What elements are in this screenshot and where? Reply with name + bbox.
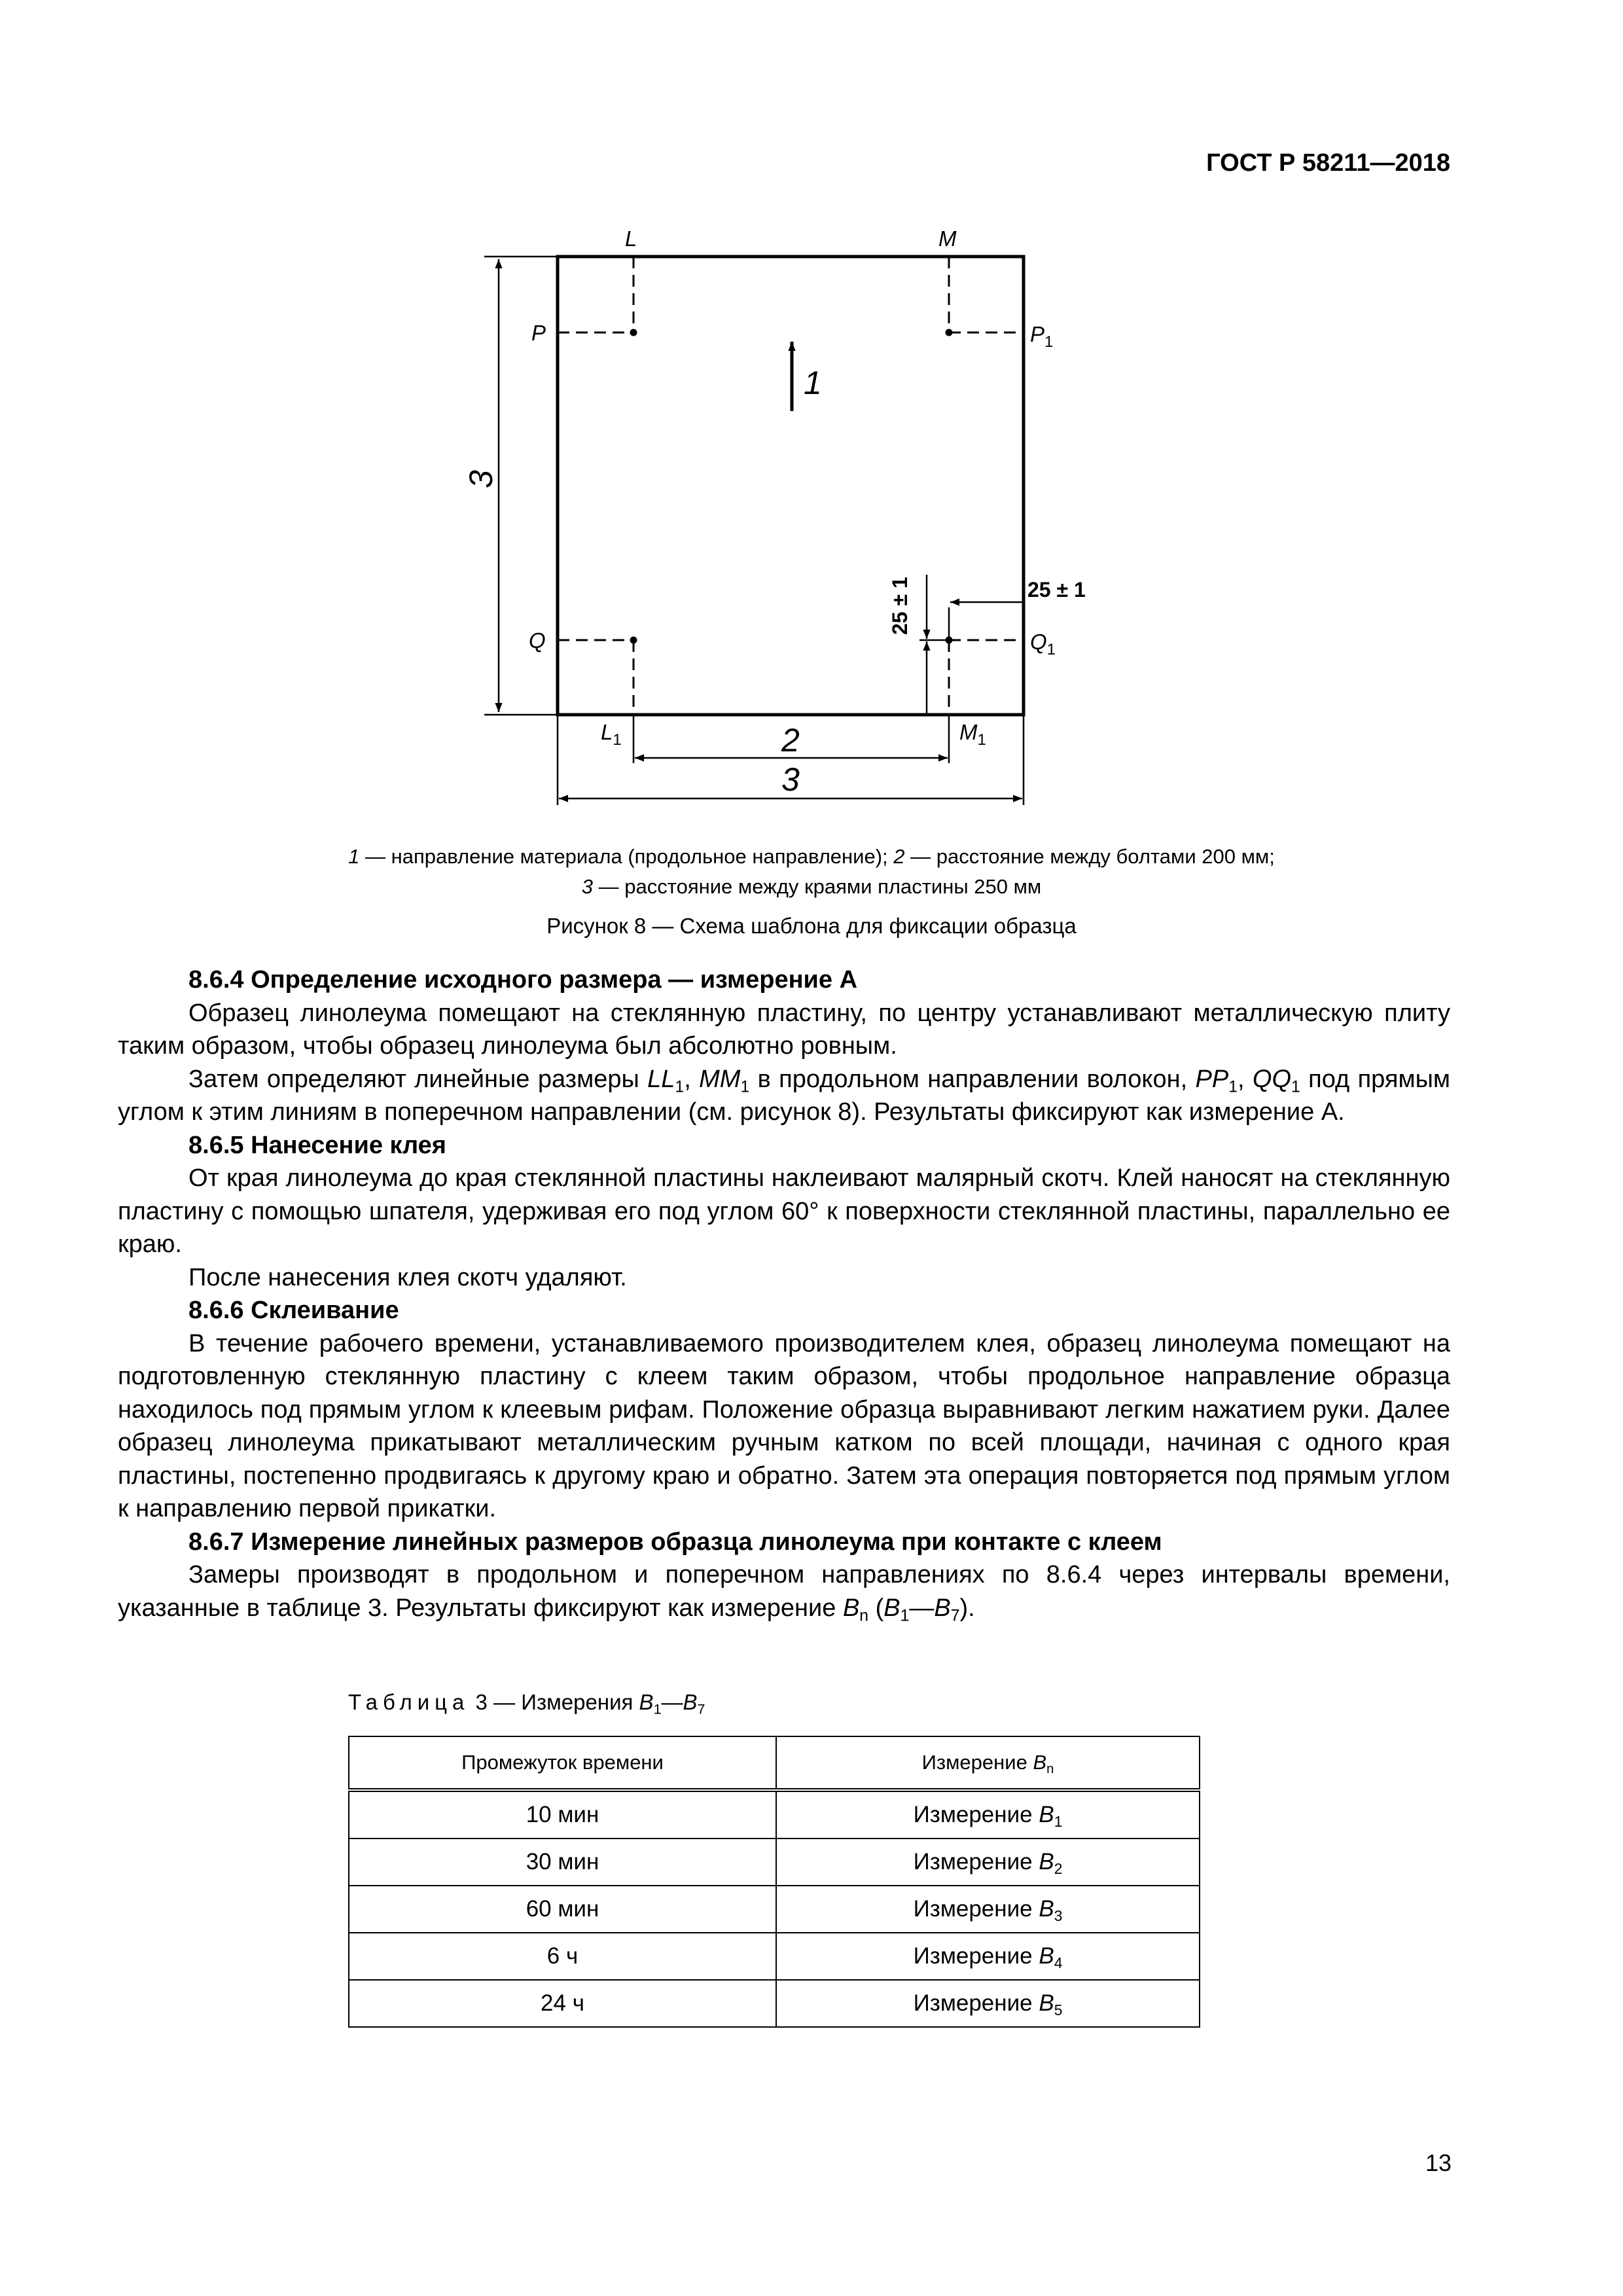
bolt-guide-lines <box>558 257 1024 715</box>
paragraph-8-6-6-1: В течение рабочего времени, устанавливаемого производителем клея, образец линолеума помещают на подготовленную стеклянную пластину с клеем таким образом, чтобы продольное направление образца находилось под прямым углом к клеевым рифам. Положение образца выравнивают легким нажатием руки. Далее образец линолеума прикатывают металлическим ручным катком по всей площади, начиная с одного края пластины, постепенно продвигаясь к другому краю и обратно. Затем эта операция повторяется под прямым углом к направлению первой прикатки. <box>118 1329 1450 1522</box>
heading-8-6-6: 8.6.6 Склеивание <box>188 1297 399 1324</box>
table-row <box>349 1933 1200 1980</box>
label-P: P <box>531 321 546 345</box>
header-measurement: Измерение $B_n$ <box>776 1736 1200 1790</box>
page-number: 13 <box>1425 2149 1452 2176</box>
cell-measurement: Измерение $B_5$ <box>776 1980 1200 2027</box>
figure-legend <box>118 842 1505 902</box>
figure-caption: Рисунок 8 — Схема шаблона для фиксации образца <box>546 914 1077 938</box>
plate-outline <box>558 257 1024 715</box>
table-row <box>349 1790 1200 1839</box>
heading-8-6-5: 8.6.5 Нанесение клея <box>188 1131 446 1159</box>
vertical-offset-dimension <box>919 575 949 713</box>
label-direction-1: 1 <box>804 365 822 401</box>
label-dimension-3-left: 3 <box>463 470 499 488</box>
bolt-point-top-right <box>946 329 953 336</box>
cell-measurement: Измерение $B_2$ <box>776 1839 1200 1886</box>
table-header-row <box>349 1736 1200 1790</box>
label-Q1: $Q_1$ <box>1030 630 1056 658</box>
heading-8-6-7: 8.6.7 Измерение линейных размеров образца линолеума при контакте с клеем <box>188 1528 1162 1556</box>
paragraph-8-6-7-1: Замеры производят в продольном и поперечном направлениях по 8.6.4 через интервалы времени, указанные в таблице 3. Результаты фиксируют как измерение $B_n$ $(B_1—B_7)$. <box>118 1561 1450 1624</box>
cell-interval: 60 мин <box>349 1886 776 1933</box>
bolt-point-top-left <box>630 329 637 336</box>
template-schematic <box>458 216 1152 825</box>
table-row <box>349 1980 1200 2027</box>
label-offset-vertical: 25 ± 1 <box>888 577 912 635</box>
label-L1: $L_1$ <box>601 720 622 749</box>
cell-measurement: Измерение $B_1$ <box>776 1790 1200 1839</box>
header-time-interval: Промежуток времени <box>349 1736 776 1790</box>
measurements-table <box>348 1736 1200 2028</box>
paragraph-8-6-4-1: Образец линолеума помещают на стеклянную пластину, по центру устанавливают металлическую плиту таким образом, чтобы образец линолеума был абсолютно ровным. <box>118 999 1450 1060</box>
table-row <box>349 1839 1200 1886</box>
body-text <box>118 963 1450 1624</box>
legend-line-1: 1 — направление материала (продольное направление); 2 — расстояние между болтами 200 мм; <box>348 845 1275 868</box>
label-dimension-2: 2 <box>781 722 800 759</box>
cell-measurement: Измерение $B_4$ <box>776 1933 1200 1980</box>
label-offset-horizontal: 25 ± 1 <box>1027 578 1086 601</box>
cell-interval: 24 ч <box>349 1980 776 2027</box>
cell-interval: 6 ч <box>349 1933 776 1980</box>
bolt-point-bottom-left <box>630 637 637 644</box>
cell-interval: 30 мин <box>349 1839 776 1886</box>
figure-template-diagram <box>458 216 1152 825</box>
paragraph-8-6-5-1: От края линолеума до края стеклянной пластины наклеивают малярный скотч. Клей наносят на стеклянную пластину с помощью шпателя, удерживая его под углом 60° к поверхности стеклянной пластины, параллельно ее краю. <box>118 1164 1450 1258</box>
paragraph-8-6-5-2: После нанесения клея скотч удаляют. <box>188 1263 627 1291</box>
heading-8-6-4: 8.6.4 Определение исходного размера — измерение А <box>188 966 858 994</box>
cell-interval: 10 мин <box>349 1790 776 1839</box>
label-M: M <box>938 226 957 251</box>
paragraph-8-6-4-2: Затем определяют линейные размеры $LL_1$, $MM_1$ в продольном направлении волокон, $PP_1$, $QQ_1$ под прямым углом к этим линиям в поперечном направлении (см. рисунок 8). Результаты фиксируют как измерение А. <box>118 1065 1451 1126</box>
label-dimension-3-bottom: 3 <box>781 761 800 798</box>
label-M1: $M_1$ <box>959 720 986 749</box>
horizontal-offset-dimension <box>949 602 1022 640</box>
label-Q: Q <box>529 628 546 653</box>
label-P1: $P_1$ <box>1030 322 1054 351</box>
legend-line-2: 3 — расстояние между краями пластины 250 мм <box>581 875 1042 898</box>
document-code-header: ГОСТ Р 58211—2018 <box>1206 149 1450 177</box>
table-3-title: Таблица 3 — Измерения $B_1—B_7$ <box>348 1690 705 1717</box>
table-row <box>349 1886 1200 1933</box>
cell-measurement: Измерение $B_3$ <box>776 1886 1200 1933</box>
label-L: L <box>625 226 637 251</box>
